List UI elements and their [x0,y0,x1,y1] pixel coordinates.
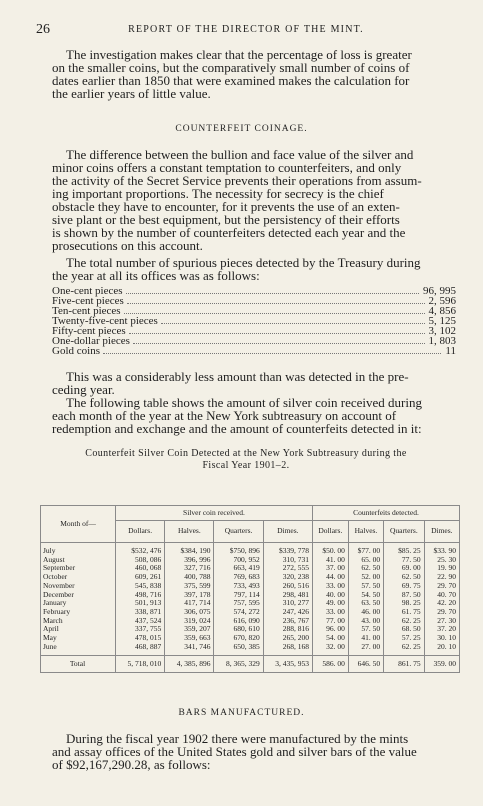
text-line: During the fiscal year 1902 there were manufactured by the mints [66,731,409,746]
value-cell: 62. 50 [348,564,383,573]
column-header: Dollars. [116,521,165,543]
value-cell: 37. 20 [424,625,459,634]
column-header: Dimes. [263,521,312,543]
column-header: Quarters. [384,521,425,543]
piece-count: 3, 102 [428,325,456,337]
text-line: ing important proportions. The necessity for secrecy is the chief [52,186,384,201]
leader-dots [124,313,425,314]
text-line: The total number of spurious pieces detected by the Treasury during [66,255,421,270]
value-cell: 417, 714 [165,599,214,608]
value-cell: 65. 00 [348,556,383,565]
value-cell: 797, 114 [214,591,263,600]
value-cell: 40. 70 [424,591,459,600]
text-line: The difference between the bullion and face value of the silver and [66,147,414,162]
value-cell: 460, 068 [116,564,165,573]
counterfeits-group-header: Counterfeits detected. [312,506,459,521]
text-line: the year at all its offices was as follows: [52,268,260,283]
month-cell: October [41,573,116,582]
value-cell: 52. 00 [348,573,383,582]
value-cell: 54. 50 [348,591,383,600]
text-line: each month of the year at the New York subtreasury on account of [52,408,397,423]
column-header: Halves. [165,521,214,543]
value-cell: 319, 024 [165,617,214,626]
silver-received-group-header: Silver coin received. [116,506,313,521]
value-cell: 62. 25 [384,617,425,626]
value-cell: 61. 75 [384,608,425,617]
value-cell: 400, 788 [165,573,214,582]
value-cell: 69. 00 [384,564,425,573]
paragraph-comparison [52,370,456,396]
counterfeit-silver-table [40,505,460,673]
value-cell: 757, 595 [214,599,263,608]
total-row [41,656,460,673]
column-header: Dollars. [312,521,348,543]
total-value-cell: 3, 435, 953 [263,656,312,673]
value-cell: 700, 952 [214,556,263,565]
month-cell: July [41,543,116,556]
value-cell: 32. 00 [312,643,348,656]
month-cell: May [41,634,116,643]
total-value-cell: 4, 385, 896 [165,656,214,673]
text-line: redemption and exchange and the amount of counterfeits detected in it: [52,421,422,436]
value-cell: 30. 10 [424,634,459,643]
leader-dots [127,303,425,304]
page-number: 26 [36,22,50,37]
column-header: Dimes. [424,521,459,543]
table-title [36,448,456,472]
value-cell: 96. 00 [312,625,348,634]
value-cell: $77. 00 [348,543,383,556]
value-cell: 437, 524 [116,617,165,626]
table-row [41,543,460,556]
month-column-header: Month of— [41,506,116,543]
value-cell: 272, 555 [263,564,312,573]
value-cell: 341, 746 [165,643,214,656]
column-header: Halves. [348,521,383,543]
total-value-cell: 8, 365, 329 [214,656,263,673]
value-cell: 320, 238 [263,573,312,582]
piece-count: 2, 596 [428,295,456,307]
value-cell: 545, 838 [116,582,165,591]
paragraph-counterfeit-temptation [52,148,456,252]
value-cell: 468, 887 [116,643,165,656]
value-cell: 62. 25 [384,643,425,656]
piece-count: 11 [445,345,456,357]
text-line: sive plant or the best equipment, but the persistency of their efforts [52,212,400,227]
value-cell: 288, 816 [263,625,312,634]
value-cell: 306, 075 [165,608,214,617]
text-line: the earlier years of little value. [52,86,211,101]
value-cell: $339, 778 [263,543,312,556]
value-cell: 337, 755 [116,625,165,634]
value-cell: 19. 90 [424,564,459,573]
value-cell: 40. 00 [312,591,348,600]
value-cell: 650, 385 [214,643,263,656]
value-cell: 57. 50 [348,625,383,634]
piece-label: One-dollar pieces [52,335,130,347]
value-cell: 498, 716 [116,591,165,600]
value-cell: 87. 50 [384,591,425,600]
value-cell: 68. 50 [384,625,425,634]
total-value-cell: 586. 00 [312,656,348,673]
value-cell: 46. 00 [348,608,383,617]
value-cell: 574, 272 [214,608,263,617]
section-heading-counterfeit-coinage: COUNTERFEIT COINAGE. [175,124,308,134]
value-cell: 42. 20 [424,599,459,608]
value-cell: 375, 599 [165,582,214,591]
value-cell: $384, 190 [165,543,214,556]
spurious-pieces-list [52,286,456,356]
leader-dots [103,353,441,354]
piece-count: 96, 995 [423,285,456,297]
value-cell: 20. 10 [424,643,459,656]
text-line: obstacle they have to encounter, for it prevents the use of an exten- [52,199,400,214]
table-row [41,643,460,656]
value-cell: 27. 30 [424,617,459,626]
value-cell: 69. 75 [384,582,425,591]
piece-count: 5, 125 [428,315,456,327]
running-title: REPORT OF THE DIRECTOR OF THE MINT. [128,24,364,35]
leader-dots [161,323,425,324]
value-cell: 62. 50 [384,573,425,582]
value-cell: 37. 00 [312,564,348,573]
value-cell: 327, 716 [165,564,214,573]
value-cell: 260, 516 [263,582,312,591]
value-cell: 397, 178 [165,591,214,600]
value-cell: 29. 70 [424,582,459,591]
value-cell: 247, 426 [263,608,312,617]
value-cell: 29. 70 [424,608,459,617]
piece-label: Twenty-five-cent pieces [52,315,158,327]
month-cell: September [41,564,116,573]
value-cell: 98. 25 [384,599,425,608]
value-cell: 508, 086 [116,556,165,565]
leader-dots [129,333,425,334]
piece-label: Ten-cent pieces [52,305,121,317]
value-cell: 396, 996 [165,556,214,565]
text-line: minor coins offers a constant temptation to counterfeiters, and only [52,160,402,175]
total-value-cell: 359. 00 [424,656,459,673]
value-cell: 310, 277 [263,599,312,608]
value-cell: 22. 90 [424,573,459,582]
table-title-line: Fiscal Year 1901–2. [202,460,290,471]
value-cell: 41. 00 [348,634,383,643]
month-cell: November [41,582,116,591]
section-heading-bars-manufactured: BARS MANUFACTURED. [178,708,305,718]
value-cell: $50. 00 [312,543,348,556]
total-value-cell: 646. 50 [348,656,383,673]
leader-dots [126,293,419,294]
month-cell: March [41,617,116,626]
value-cell: 359, 207 [165,625,214,634]
month-cell: December [41,591,116,600]
value-cell: 670, 820 [214,634,263,643]
value-cell: 63. 50 [348,599,383,608]
value-cell: $532, 476 [116,543,165,556]
piece-count: 4, 856 [428,305,456,317]
value-cell: 33. 00 [312,582,348,591]
leader-dots [133,343,425,344]
text-line: prosecutions on this account. [52,238,203,253]
value-cell: 769, 683 [214,573,263,582]
paragraph-bars [52,732,456,771]
value-cell: 298, 481 [263,591,312,600]
value-cell: 43. 00 [348,617,383,626]
value-cell: 54. 00 [312,634,348,643]
text-line: The investigation makes clear that the percentage of loss is greater [66,47,412,62]
value-cell: 680, 610 [214,625,263,634]
value-cell: 25. 30 [424,556,459,565]
value-cell: $750, 896 [214,543,263,556]
month-cell: February [41,608,116,617]
value-cell: 57. 25 [384,634,425,643]
piece-label: Five-cent pieces [52,295,124,307]
table-title-line: Counterfeit Silver Coin Detected at the New York Subtreasury during the [85,448,407,459]
text-line: ceding year. [52,382,115,397]
piece-label: One-cent pieces [52,285,123,297]
value-cell: 733, 493 [214,582,263,591]
month-cell: April [41,625,116,634]
piece-label: Fifty-cent pieces [52,325,126,337]
value-cell: 501, 913 [116,599,165,608]
value-cell: 44. 00 [312,573,348,582]
value-cell: 609, 261 [116,573,165,582]
column-header: Quarters. [214,521,263,543]
total-value-cell: 861. 75 [384,656,425,673]
value-cell: 478, 015 [116,634,165,643]
value-cell: $85. 25 [384,543,425,556]
paragraph-loss-percentage [52,48,456,100]
text-line: This was a considerably less amount than was detected in the pre- [66,369,409,384]
piece-count: 1, 803 [428,335,456,347]
value-cell: 663, 419 [214,564,263,573]
paragraph-table-intro [52,396,456,435]
value-cell: 77. 50 [384,556,425,565]
running-header [36,22,456,36]
value-cell: 77. 00 [312,617,348,626]
text-line: and assay offices of the United States gold and silver bars of the value [52,744,417,759]
text-line: is shown by the number of counterfeiters detected each year and the [52,225,406,240]
total-label: Total [41,656,116,673]
value-cell: 616, 090 [214,617,263,626]
value-cell: 359, 663 [165,634,214,643]
value-cell: 310, 731 [263,556,312,565]
month-cell: June [41,643,116,656]
text-line: The following table shows the amount of silver coin received during [66,395,422,410]
value-cell: 49. 00 [312,599,348,608]
total-value-cell: 5, 718, 010 [116,656,165,673]
value-cell: 27. 00 [348,643,383,656]
value-cell: 268, 168 [263,643,312,656]
value-cell: 57. 50 [348,582,383,591]
text-line: of $92,167,290.28, as follows: [52,757,211,772]
list-item [52,346,456,356]
month-cell: August [41,556,116,565]
value-cell: 236, 767 [263,617,312,626]
month-cell: January [41,599,116,608]
paragraph-total-spurious [52,256,456,282]
value-cell: 265, 200 [263,634,312,643]
text-line: dates earlier than 1850 that were examined makes the calculation for [52,73,410,88]
value-cell: 338, 871 [116,608,165,617]
value-cell: 41. 00 [312,556,348,565]
list-item [52,336,456,346]
text-line: on the smaller coins, but the comparatively small number of coins of [52,60,410,75]
text-line: the activity of the Secret Service prevents their operations from assum- [52,173,422,188]
piece-label: Gold coins [52,345,100,357]
value-cell: 33. 00 [312,608,348,617]
value-cell: $33. 90 [424,543,459,556]
